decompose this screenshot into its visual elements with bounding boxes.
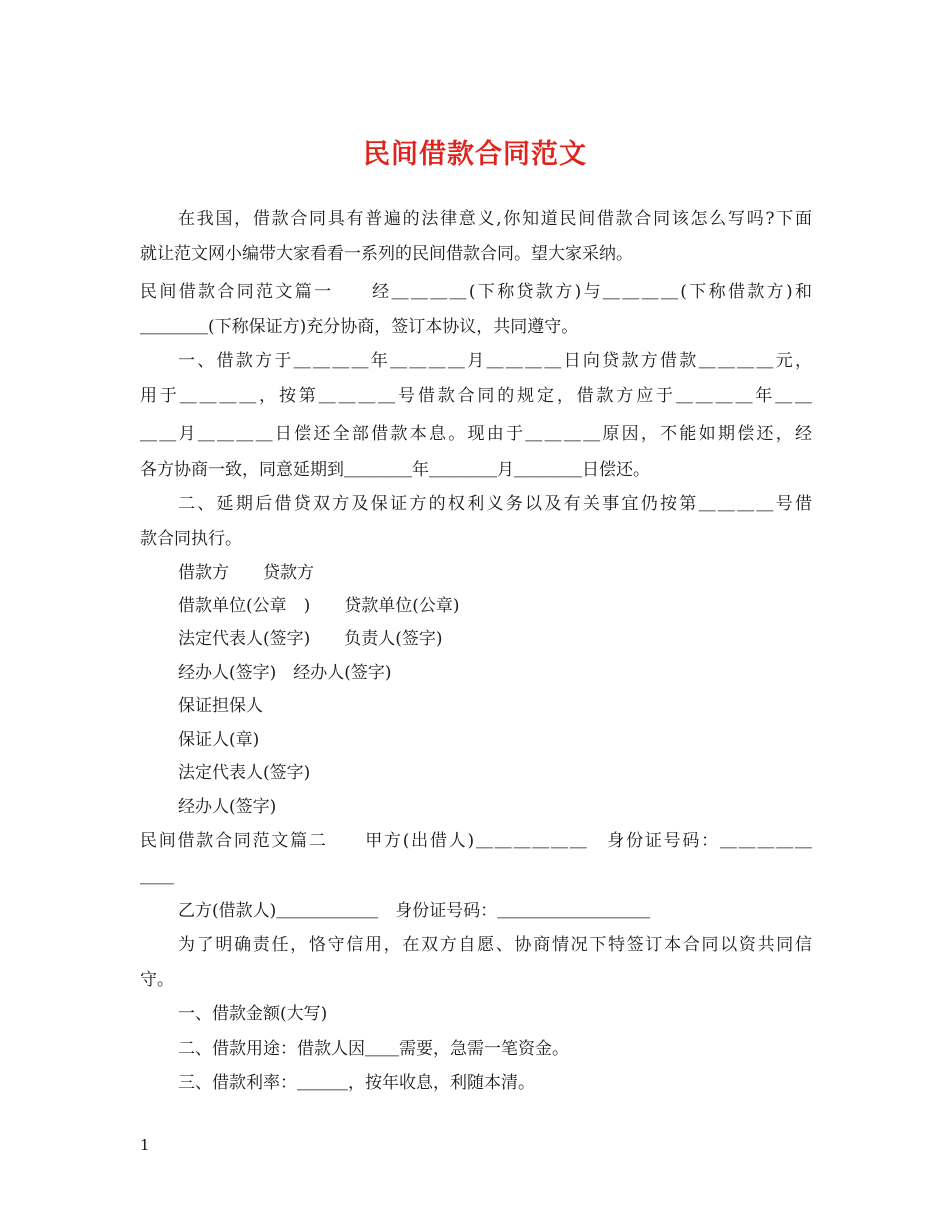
paragraph-line: ＿＿ — [140, 867, 174, 887]
signature-line: 法定代表人(签字) — [178, 763, 311, 783]
signature-line: 借款方 贷款方 — [178, 563, 314, 583]
signature-line: 保证担保人 — [178, 696, 263, 716]
paragraph-line: 就让范文网小编带大家看看一系列的民间借款合同。望大家采纳。 — [140, 244, 633, 264]
paragraph-line: 在我国，借款合同具有普遍的法律意义,你知道民间借款合同该怎么写吗?下面 — [178, 209, 812, 229]
paragraph-line: 乙方(借款人)＿＿＿＿＿＿ 身份证号码：＿＿＿＿＿＿＿＿＿ — [178, 901, 651, 921]
paragraph-line: 二、延期后借贷双方及保证方的权利义务以及有关事宜仍按第＿＿＿＿号借 — [178, 494, 812, 514]
signature-line: 经办人(签字) 经办人(签字) — [178, 663, 392, 683]
paragraph-line: 守。 — [140, 970, 174, 990]
page-number: 1 — [140, 1136, 150, 1154]
signature-line: 借款单位(公章 ) 贷款单位(公章) — [178, 596, 460, 616]
paragraph-line: 民间借款合同范文篇二 甲方(出借人)＿＿＿＿＿＿ 身份证号码：＿＿＿＿＿ — [140, 831, 812, 851]
paragraph-line: 为了明确责任，恪守信用，在双方自愿、协商情况下特签订本合同以资共同信 — [178, 935, 812, 955]
signature-line: 法定代表人(签字) 负责人(签字) — [178, 629, 443, 649]
paragraph-line: ＿＿月＿＿＿＿日偿还全部借款本息。现由于＿＿＿＿原因，不能如期偿还，经 — [140, 424, 812, 444]
paragraph-line: 用于＿＿＿＿，按第＿＿＿＿号借款合同的规定，借款方应于＿＿＿＿年＿＿ — [140, 386, 812, 406]
paragraph-line: 三、借款利率：＿＿＿，按年收息，利随本清。 — [178, 1073, 535, 1093]
paragraph-line: 一、借款方于＿＿＿＿年＿＿＿＿月＿＿＿＿日向贷款方借款＿＿＿＿元， — [178, 351, 812, 371]
paragraph-line: 民间借款合同范文篇一 经＿＿＿＿(下称贷款方)与＿＿＿＿(下称借款方)和 — [140, 282, 812, 302]
paragraph-line: 款合同执行。 — [140, 529, 242, 549]
paragraph-line: 二、借款用途：借款人因＿＿需要，急需一笔资金。 — [178, 1039, 569, 1059]
signature-line: 经办人(签字) — [178, 797, 277, 817]
document-title: 民间借款合同范文 — [363, 139, 587, 170]
paragraph-line: ＿＿＿＿(下称保证方)充分协商，签订本协议，共同遵守。 — [140, 317, 579, 337]
paragraph-line: 各方协商一致，同意延期到＿＿＿＿年＿＿＿＿月＿＿＿＿日偿还。 — [140, 460, 650, 480]
signature-line: 保证人(章) — [178, 730, 260, 750]
paragraph-line: 一、借款金额(大写) — [178, 1004, 328, 1024]
